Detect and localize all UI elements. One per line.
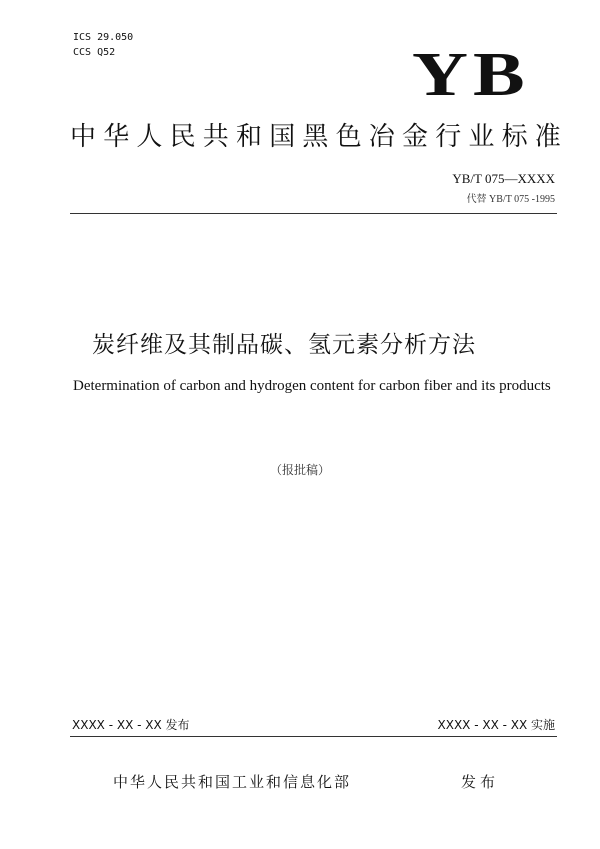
ccs-code: CCS Q52 (73, 47, 116, 58)
publish-date: XXXX - XX - XX 发布 (72, 718, 190, 732)
issue-label: 发布 (461, 773, 500, 791)
implement-date: XXXX - XX - XX 实施 (437, 718, 555, 732)
issuing-authority: 中华人民共和国工业和信息化部 (113, 773, 352, 791)
standard-number: YB/T 075—XXXX (452, 171, 555, 186)
document-title-en: Determination of carbon and hydrogen content for carbon fiber and its products (73, 378, 551, 394)
standard-category-title: 中华人民共和国黑色冶金行业标准 (70, 122, 569, 152)
ics-code: ICS 29.050 (73, 32, 134, 43)
document-title-zh: 炭纤维及其制品碳、氢元素分析方法 (92, 332, 476, 358)
draft-status: （报批稿） (269, 463, 330, 477)
replaces-standard: 代替 YB/T 075 -1995 (466, 194, 555, 205)
yb-logo: YB (412, 41, 530, 109)
top-divider (70, 213, 557, 214)
bottom-divider (70, 736, 557, 737)
